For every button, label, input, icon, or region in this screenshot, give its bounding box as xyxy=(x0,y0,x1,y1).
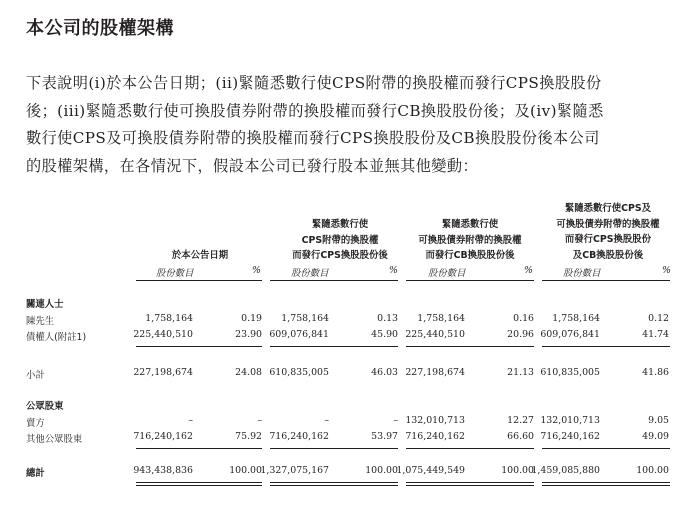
paragraph-line: 後；(iii)緊隨悉數行使可換股債券附帶的換股權而發行CB換股股份後；及(iv)緊隨悉 xyxy=(26,101,604,120)
total-rule xyxy=(406,485,534,486)
table-cell: – xyxy=(324,415,329,426)
table-cell: 1,758,164 xyxy=(145,313,193,324)
table-cell: 75.92 xyxy=(235,431,262,442)
table-cell: 20.96 xyxy=(507,329,534,340)
table-cell: 716,240,162 xyxy=(540,431,600,442)
table-cell: 100.00 xyxy=(229,465,262,476)
page-title: 本公司的股權架構 xyxy=(26,18,174,39)
table-cell: – xyxy=(188,415,193,426)
total-rule xyxy=(270,482,398,483)
col-header-2: 緊隨悉數行使 CPS附帶的換股權 而發行CPS換股股份後 xyxy=(292,219,388,261)
table-cell: 100.00 xyxy=(365,465,398,476)
table-cell: 1,459,085,880 xyxy=(531,465,600,476)
header-rule xyxy=(270,280,398,281)
header-rule xyxy=(136,280,262,281)
header-rule xyxy=(406,280,534,281)
total-rule xyxy=(136,482,262,483)
row-label: 總計 xyxy=(26,468,45,479)
table-cell: 100.00 xyxy=(501,465,534,476)
public-rule xyxy=(136,448,262,449)
table-cell: 49.09 xyxy=(642,431,669,442)
table-cell: 227,198,674 xyxy=(133,367,193,378)
table-cell: 21.13 xyxy=(507,367,534,378)
header-rule xyxy=(542,280,670,281)
total-rule xyxy=(136,485,262,486)
table-cell: 1,758,164 xyxy=(281,313,329,324)
pct-label: % xyxy=(662,265,671,276)
section-connected: 關連人士 xyxy=(26,299,64,310)
table-cell: 41.74 xyxy=(642,329,669,340)
table-cell: 716,240,162 xyxy=(405,431,465,442)
public-rule xyxy=(406,448,534,449)
table-cell: 66.60 xyxy=(507,431,534,442)
table-cell: 45.90 xyxy=(371,329,398,340)
table-cell: 53.97 xyxy=(371,431,398,442)
row-label: 賣方 xyxy=(26,418,45,429)
table-cell: 46.03 xyxy=(371,367,398,378)
table-cell: 132,010,713 xyxy=(540,415,600,426)
table-cell: 1,758,164 xyxy=(552,313,600,324)
shares-label: 股份數目 xyxy=(563,268,601,279)
table-cell: 610,835,005 xyxy=(269,367,329,378)
table-cell: 225,440,510 xyxy=(405,329,465,340)
total-rule xyxy=(542,482,670,483)
table-cell: 609,076,841 xyxy=(269,329,329,340)
pct-label: % xyxy=(524,265,533,276)
table-cell: 227,198,674 xyxy=(405,367,465,378)
table-cell: 225,440,510 xyxy=(133,329,193,340)
shares-label: 股份數目 xyxy=(156,268,194,279)
table-cell: 23.90 xyxy=(235,329,262,340)
bondholder-rule xyxy=(542,346,670,347)
paragraph-line: 的股權架構，在各情況下，假設本公司已發行股本並無其他變動： xyxy=(26,156,479,175)
col-header-4: 緊隨悉數行使CPS及 可換股債券附帶的換股權 而發行CPS換股股份 及CB換股股份後 xyxy=(556,203,660,261)
row-label: 其他公眾股東 xyxy=(26,434,83,445)
table-cell: 24.08 xyxy=(235,367,262,378)
total-rule xyxy=(542,485,670,486)
row-label: 債權人(附註1) xyxy=(26,332,87,343)
pct-label: % xyxy=(389,265,398,276)
table-cell: 132,010,713 xyxy=(405,415,465,426)
table-cell: 716,240,162 xyxy=(133,431,193,442)
paragraph-line: 數行使CPS及可換股債券附帶的換股權而發行CPS換股股份及CB換股股份後本公司 xyxy=(26,129,600,147)
row-label: 陳先生 xyxy=(26,316,55,327)
pct-label: % xyxy=(252,265,261,276)
table-cell: 12.27 xyxy=(507,415,534,426)
intro-paragraph xyxy=(26,70,676,180)
public-rule xyxy=(270,448,398,449)
paragraph-line: 下表說明(i)於本公告日期；(ii)緊隨悉數行使CPS附帶的換股權而發行CPS換股股份 xyxy=(26,74,602,92)
shares-label: 股份數目 xyxy=(291,268,329,279)
table-cell: 943,438,836 xyxy=(133,465,193,476)
table-cell: 610,835,005 xyxy=(540,367,600,378)
table-cell: 100.00 xyxy=(636,465,669,476)
table-cell: 1,327,075,167 xyxy=(260,465,329,476)
row-label: 小計 xyxy=(26,370,45,381)
table-cell: 609,076,841 xyxy=(540,329,600,340)
total-rule xyxy=(270,485,398,486)
table-cell: 0.19 xyxy=(241,313,262,324)
public-rule xyxy=(542,448,670,449)
bondholder-rule xyxy=(136,346,262,347)
table-cell: 0.12 xyxy=(648,313,669,324)
table-cell: 41.86 xyxy=(642,367,669,378)
table-cell: – xyxy=(257,415,262,426)
bondholder-rule xyxy=(406,346,534,347)
table-cell: 9.05 xyxy=(648,415,669,426)
bondholder-rule xyxy=(270,346,398,347)
table-cell: 716,240,162 xyxy=(269,431,329,442)
table-cell: 0.16 xyxy=(513,313,534,324)
shares-label: 股份數目 xyxy=(428,268,466,279)
col-header-1: 於本公告日期 xyxy=(171,250,229,261)
section-public: 公眾股東 xyxy=(26,401,64,412)
table-cell: 0.13 xyxy=(377,313,398,324)
total-rule xyxy=(406,482,534,483)
table-cell: – xyxy=(393,415,398,426)
table-cell: 1,075,449,549 xyxy=(396,465,465,476)
col-header-3: 緊隨悉數行使 可換股債券附帶的換股權 而發行CB換股股份後 xyxy=(418,219,522,261)
table-cell: 1,758,164 xyxy=(417,313,465,324)
